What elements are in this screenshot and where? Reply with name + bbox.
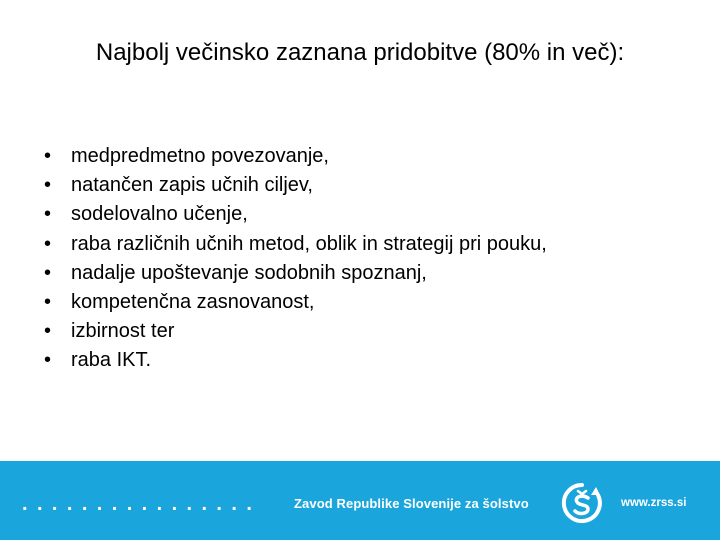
bullet-marker: • [44, 291, 52, 314]
zrss-logo-icon [560, 481, 604, 525]
list-item-text: izbirnost ter [71, 320, 175, 343]
website-url[interactable]: www.zrss.si [621, 497, 687, 509]
footer-dots: ................ [22, 493, 262, 515]
bullet-marker: • [44, 174, 52, 197]
bullet-marker: • [44, 145, 52, 167]
footer-banner [0, 461, 720, 540]
bullet-marker: • [44, 261, 52, 284]
list-item-text: natančen zapis učnih ciljev, [71, 174, 313, 197]
list-item [44, 171, 547, 200]
list-item [44, 346, 547, 375]
list-item [44, 230, 547, 259]
bullet-marker: • [44, 232, 52, 255]
list-item-text: raba IKT. [71, 349, 152, 372]
list-item [44, 288, 547, 317]
list-item [44, 200, 547, 229]
list-item [44, 317, 547, 346]
bullet-marker: • [44, 203, 52, 226]
list-item [44, 142, 547, 171]
bullet-marker: • [44, 320, 52, 343]
bullet-marker: • [44, 349, 52, 372]
organization-name: Zavod Republike Slovenije za šolstvo [294, 496, 529, 511]
list-item-text: sodelovalno učenje, [71, 203, 248, 226]
list-item-text: medpredmetno povezovanje, [71, 145, 329, 167]
list-item-text: kompetenčna zasnovanost, [71, 291, 315, 314]
slide-title: Najbolj večinsko zaznana pridobitve (80% in več): [95, 39, 625, 66]
list-item-text: raba različnih učnih metod, oblik in strategij pri pouku, [71, 232, 547, 255]
list-item [44, 259, 547, 288]
list-item-text: nadalje upoštevanje sodobnih spoznanj, [71, 261, 427, 284]
bullet-list [44, 142, 547, 376]
